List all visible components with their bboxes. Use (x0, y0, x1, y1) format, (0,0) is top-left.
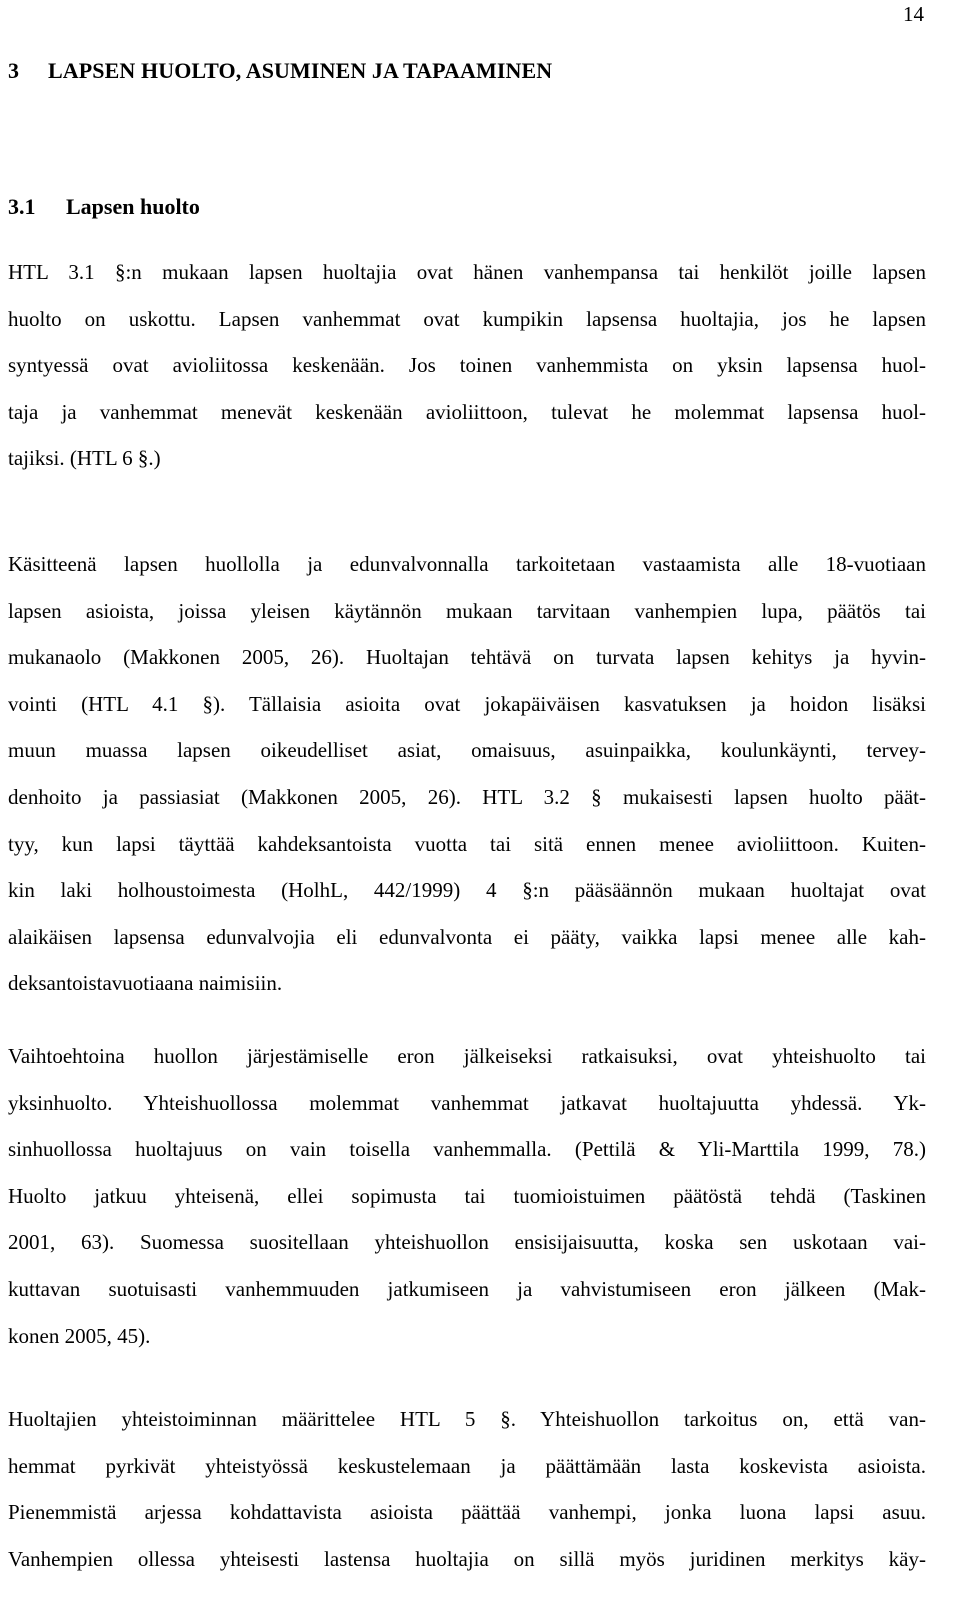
text-line: kuttavan suotuisasti vanhemmuuden jatkumiseen ja vahvistumiseen eron jälkeen (Mak- (8, 1276, 926, 1301)
text-line: Käsitteenä lapsen huollolla ja edunvalvonnalla tarkoitetaan vastaamista alle 18-vuotiaan (8, 552, 926, 576)
text-line: deksantoistavuotiaana naimisiin. (8, 971, 283, 996)
text-line: denhoito ja passiasiat (Makkonen 2005, 26). HTL 3.2 § mukaisesti lapsen huolto päät- (8, 784, 926, 809)
paragraph-4 (8, 1396, 926, 1582)
text-line: tajiksi. (HTL 6 §.) (8, 446, 161, 471)
section-heading (8, 192, 200, 222)
text-line: muun muassa lapsen oikeudelliset asiat, omaisuus, asuinpaikka, koulunkäynti, tervey- (8, 738, 926, 763)
section-number: 3.1 (8, 194, 36, 219)
page-number: 14 (903, 2, 924, 26)
text-line: Huoltajien yhteistoiminnan määrittelee HTL 5 §. Yhteishuollon tarkoitus on, että van- (8, 1407, 926, 1431)
chapter-heading (8, 56, 552, 86)
text-line: sinhuollossa huoltajuus on vain toisella vanhemmalla. (Pettilä & Yli-Marttila 1999, 78.) (8, 1137, 926, 1162)
text-line: Huolto jatkuu yhteisenä, ellei sopimusta tai tuomioistuimen päätöstä tehdä (Taskinen (8, 1183, 926, 1208)
text-line: hemmat pyrkivät yhteistyössä keskustelemaan ja päättämään lasta koskevista asioista. (8, 1453, 926, 1478)
text-line: mukanaolo (Makkonen 2005, 26). Huoltajan tehtävä on turvata lapsen kehitys ja hyvin- (8, 645, 926, 670)
text-line: 2001, 63). Suomessa suositellaan yhteishuollon ensisijaisuutta, koska sen uskotaan vai- (8, 1230, 926, 1255)
text-line: HTL 3.1 §:n mukaan lapsen huoltajia ovat hänen vanhempansa tai henkilöt joille lapsen (8, 260, 926, 284)
text-line: tyy, kun lapsi täyttää kahdeksantoista vuotta tai sitä ennen menee avioliittoon. Kuiten- (8, 831, 926, 856)
text-line: konen 2005, 45). (8, 1323, 151, 1348)
text-line: yksinhuolto. Yhteishuollossa molemmat vanhemmat jatkavat huoltajuutta yhdessä. Yk- (8, 1090, 926, 1115)
paragraph-1 (8, 249, 926, 482)
text-line: Vaihtoehtoina huollon järjestämiselle eron jälkeiseksi ratkaisuksi, ovat yhteishuolto tai (8, 1044, 926, 1068)
text-line: vointi (HTL 4.1 §). Tällaisia asioita ovat jokapäiväisen kasvatuksen ja hoidon lisäksi (8, 691, 926, 716)
text-line: Vanhempien ollessa yhteisesti lastensa huoltajia on sillä myös juridinen merkitys käy- (8, 1546, 926, 1571)
section-title: Lapsen huolto (66, 194, 200, 219)
text-line: syntyessä ovat avioliitossa keskenään. Jos toinen vanhemmista on yksin lapsensa huol- (8, 353, 926, 378)
text-line: lapsen asioista, joissa yleisen käytännön mukaan tarvitaan vanhempien lupa, päätös tai (8, 598, 926, 623)
chapter-number: 3 (8, 58, 20, 83)
text-line: Pienemmistä arjessa kohdattavista asioista päättää vanhempi, jonka luona lapsi asuu. (8, 1500, 926, 1525)
text-line: huolto on uskottu. Lapsen vanhemmat ovat kumpikin lapsensa huoltajia, jos he lapsen (8, 306, 926, 331)
text-line: alaikäisen lapsensa edunvalvojia eli edunvalvonta ei pääty, vaikka lapsi menee alle kah- (8, 924, 926, 949)
paragraph-3 (8, 1033, 926, 1359)
paragraph-2 (8, 541, 926, 1007)
text-line: taja ja vanhemmat menevät keskenään avioliittoon, tulevat he molemmat lapsensa huol- (8, 399, 926, 424)
text-line: kin laki holhoustoimesta (HolhL, 442/1999) 4 §:n pääsäännön mukaan huoltajat ovat (8, 878, 926, 903)
chapter-title: LAPSEN HUOLTO, ASUMINEN JA TAPAAMINEN (48, 58, 553, 83)
